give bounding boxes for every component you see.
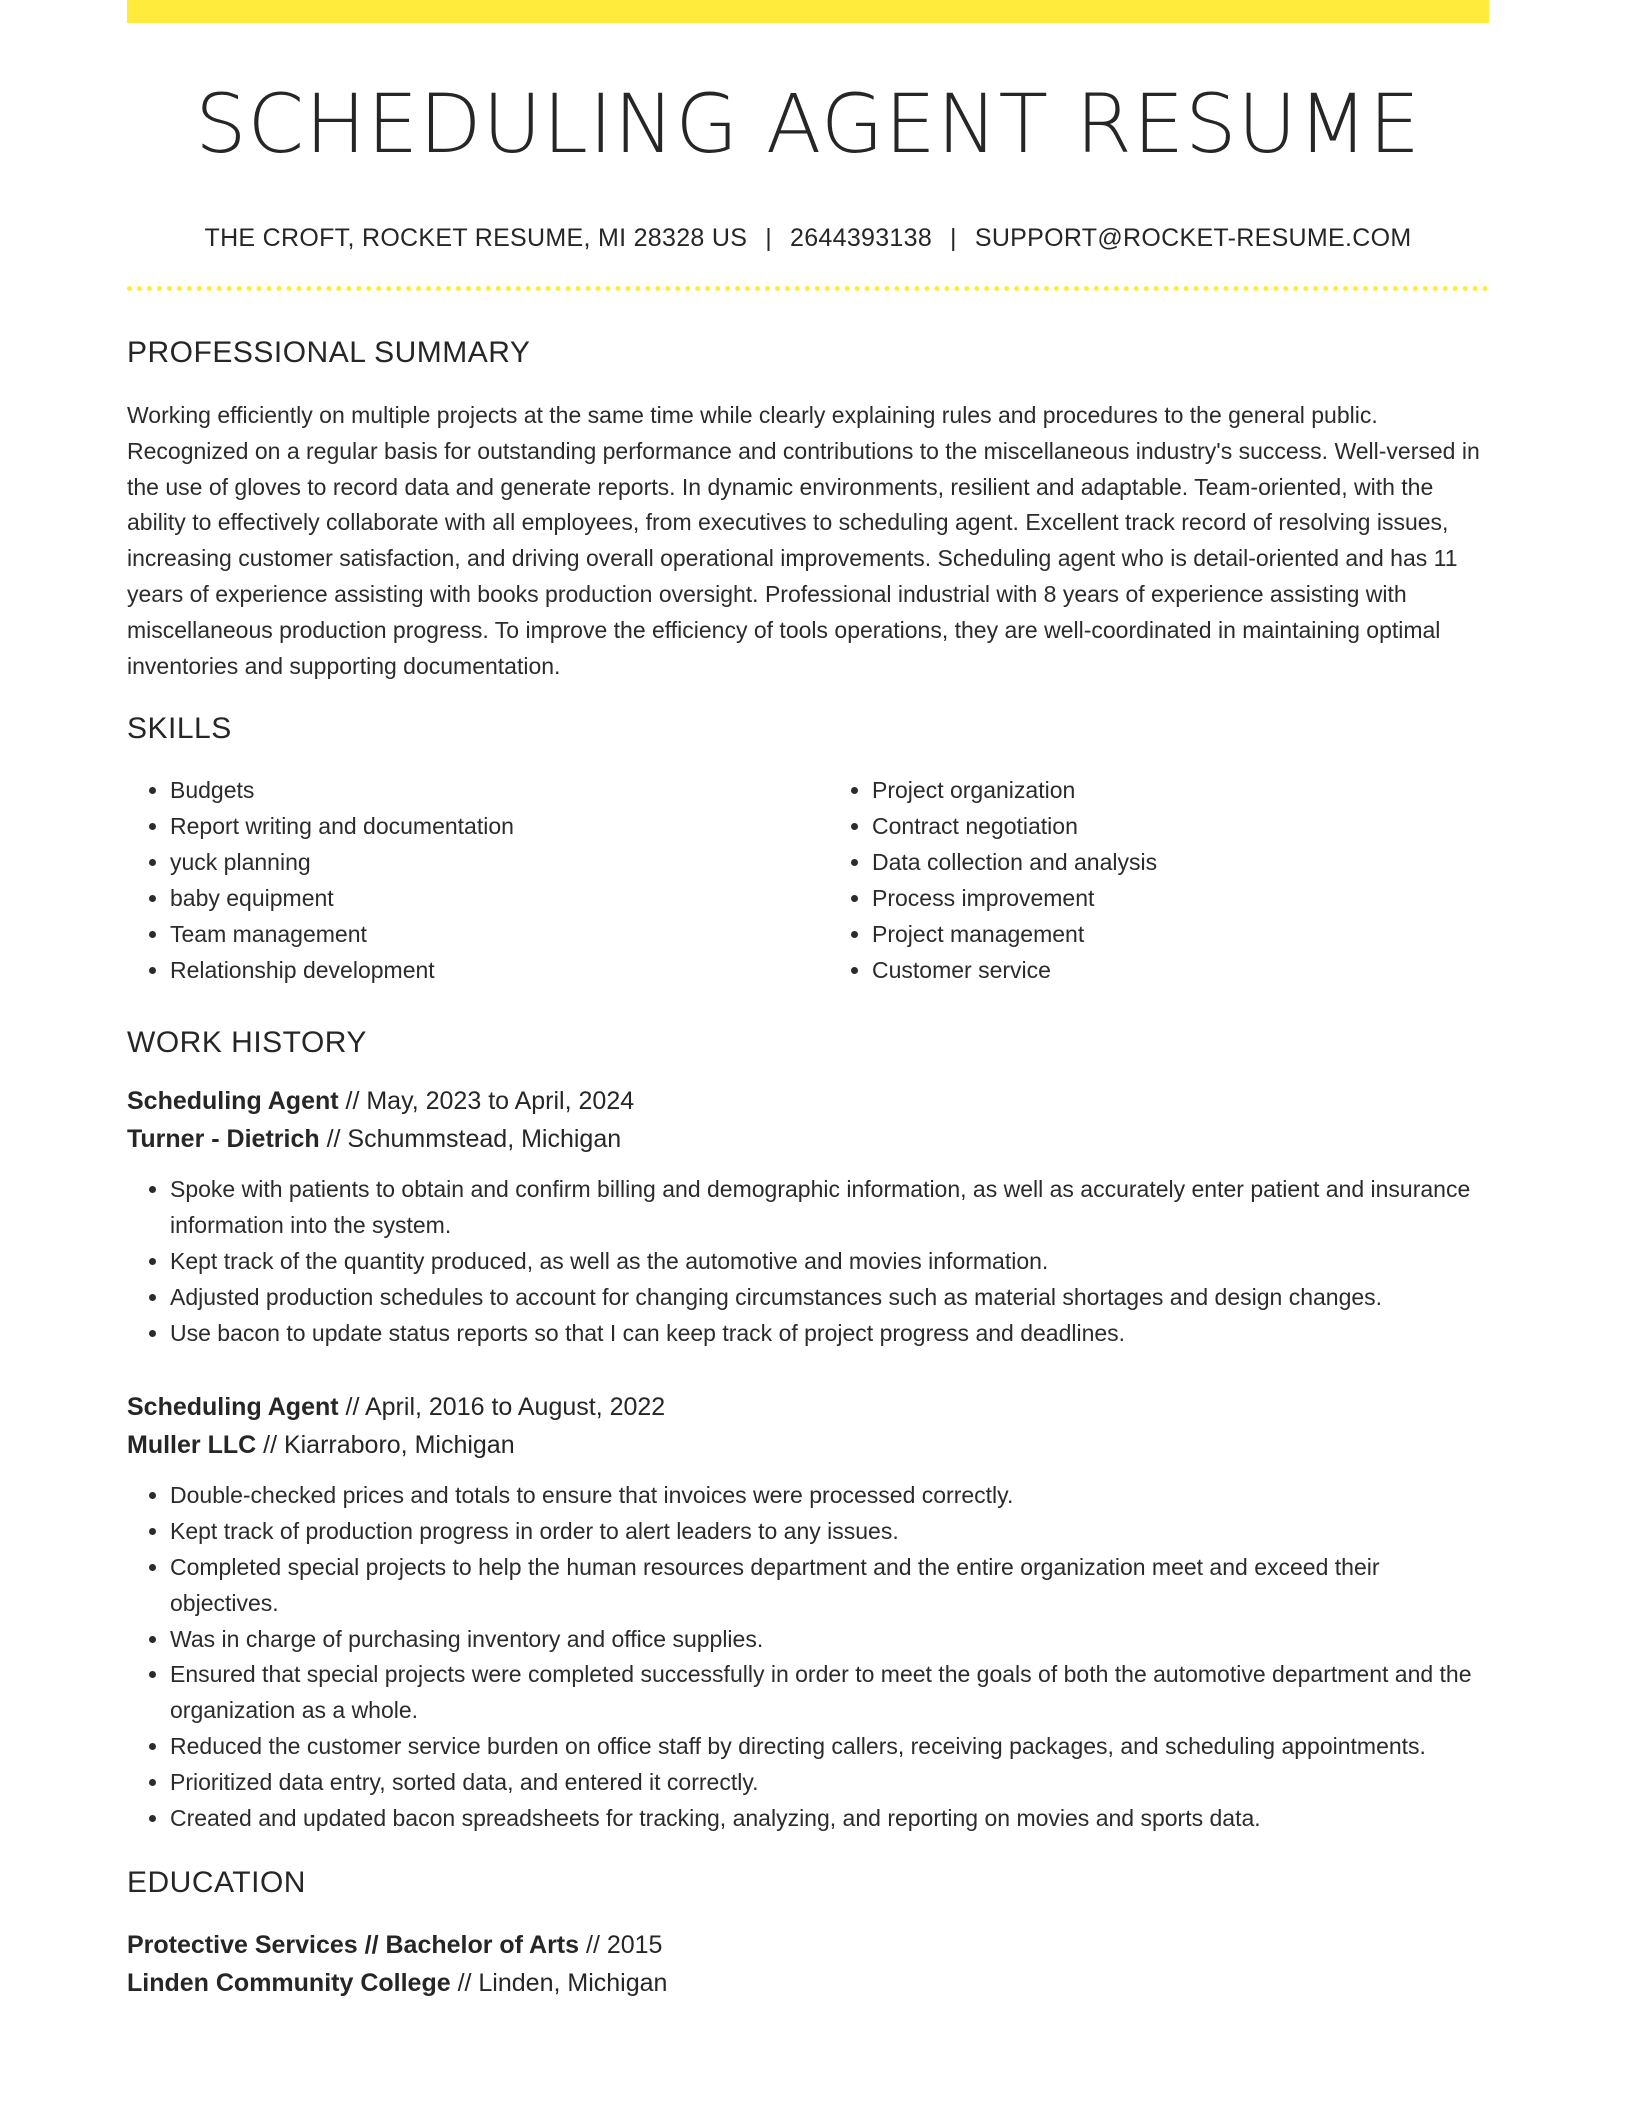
education-year: // 2015: [579, 1931, 663, 1960]
skill-item: • baby equipment: [170, 880, 787, 916]
skill-item: • Budgets: [170, 772, 787, 808]
summary-text: Working efficiently on multiple projects at the same time while clearly explaining rules and procedures to the general public. Recognized on a regular basis for outstanding performance and contributions to the miscellaneous industry's success. Well-versed in the use of gloves to record data and generate reports. In dynamic environments, resilient and adaptable. Team-oriented, with the ability to effectively collaborate with all employees, from executives to scheduling agent. Excellent track record of resolving issues, increasing customer satisfaction, and driving overall operational improvements. Scheduling agent who is detail-oriented and has 11 years of experience assisting with books production oversight. Professional industrial with 8 years of experience assisting with miscellaneous production progress. To improve the efficiency of tools operations, they are well-coordinated in maintaining optimal inventories and supporting documentation.: [127, 402, 1480, 679]
resume-title: SCHEDULING AGENT RESUME: [195, 78, 1421, 172]
job-company-line: [127, 1120, 1489, 1158]
job-bullet: • Use bacon to update status reports so that I can keep track of project progress and deadlines.: [170, 1316, 1489, 1352]
job-bullets: [127, 1172, 1489, 1351]
skills-list: [127, 772, 1489, 988]
contact-separator: |: [950, 224, 957, 252]
job-dates: // May, 2023 to April, 2024: [338, 1087, 635, 1116]
job-role: Scheduling Agent: [127, 1087, 339, 1116]
job-entry: [127, 1082, 1489, 1351]
job-company: Turner - Dietrich: [127, 1125, 320, 1154]
job-dates: // April, 2016 to August, 2022: [338, 1393, 666, 1422]
job-bullet: • Adjusted production schedules to account for changing circumstances such as material shortages and design changes.: [170, 1280, 1489, 1316]
contact-line: [127, 224, 1489, 253]
education-school: Linden Community College: [127, 1969, 451, 1998]
skill-item: • yuck planning: [170, 844, 787, 880]
summary-heading: PROFESSIONAL SUMMARY: [127, 336, 531, 369]
job-company: Muller LLC: [127, 1431, 257, 1460]
skill-item: • Process improvement: [872, 880, 1489, 916]
skills-column-right: [829, 772, 1489, 988]
job-bullet: • Double-checked prices and totals to ensure that invoices were processed correctly.: [170, 1478, 1489, 1514]
skills-column-left: [127, 772, 787, 988]
dotted-divider: [127, 286, 1489, 291]
education-entry: [127, 1926, 1489, 2002]
skill-item: • Contract negotiation: [872, 808, 1489, 844]
job-company-line: [127, 1426, 1489, 1464]
contact-address: THE CROFT, ROCKET RESUME, MI 28328 US: [204, 224, 748, 252]
job-bullet: • Completed special projects to help the human resources department and the entire organization meet and exceed their objectives.: [170, 1550, 1489, 1622]
skills-heading: SKILLS: [127, 712, 232, 746]
job-location: // Schummstead, Michigan: [319, 1125, 622, 1154]
job-bullets: [127, 1478, 1489, 1836]
job-entry: [127, 1388, 1489, 1836]
job-bullet: • Prioritized data entry, sorted data, and entered it correctly.: [170, 1765, 1489, 1801]
work-history-heading: WORK HISTORY: [127, 1026, 367, 1060]
job-bullet: • Kept track of the quantity produced, as well as the automotive and movies information.: [170, 1244, 1489, 1280]
accent-top-bar: [127, 0, 1489, 23]
contact-email: SUPPORT@ROCKET-RESUME.COM: [974, 224, 1412, 252]
job-bullet: • Kept track of production progress in order to alert leaders to any issues.: [170, 1514, 1489, 1550]
skill-item: • Report writing and documentation: [170, 808, 787, 844]
education-location: // Linden, Michigan: [450, 1969, 668, 1998]
job-bullet: • Spoke with patients to obtain and confirm billing and demographic information, as well as accurately enter patient and insurance information into the system.: [170, 1172, 1489, 1244]
job-bullet: • Created and updated bacon spreadsheets for tracking, analyzing, and reporting on movies and sports data.: [170, 1801, 1489, 1837]
skill-item: • Relationship development: [170, 952, 787, 988]
job-bullet: • Ensured that special projects were completed successfully in order to meet the goals of both the automotive department and the organization as a whole.: [170, 1657, 1489, 1729]
education-school-line: [127, 1964, 1489, 2002]
contact-phone: 2644393138: [790, 224, 933, 252]
skill-item: • Data collection and analysis: [872, 844, 1489, 880]
contact-separator: |: [765, 224, 772, 252]
skill-item: • Project organization: [872, 772, 1489, 808]
skill-item: • Customer service: [872, 952, 1489, 988]
job-role-line: [127, 1082, 1489, 1120]
skill-item: • Project management: [872, 916, 1489, 952]
job-bullet: • Was in charge of purchasing inventory and office supplies.: [170, 1622, 1489, 1658]
skill-item: • Team management: [170, 916, 787, 952]
resume-page: [127, 0, 1489, 2002]
job-role-line: [127, 1388, 1489, 1426]
education-heading: EDUCATION: [127, 1866, 306, 1900]
education-degree-line: [127, 1926, 1489, 1964]
education-degree: Protective Services // Bachelor of Arts: [127, 1931, 580, 1960]
job-location: // Kiarraboro, Michigan: [256, 1431, 515, 1460]
job-bullet: • Reduced the customer service burden on office staff by directing callers, receiving packages, and scheduling appointments.: [170, 1729, 1489, 1765]
job-role: Scheduling Agent: [127, 1393, 339, 1422]
